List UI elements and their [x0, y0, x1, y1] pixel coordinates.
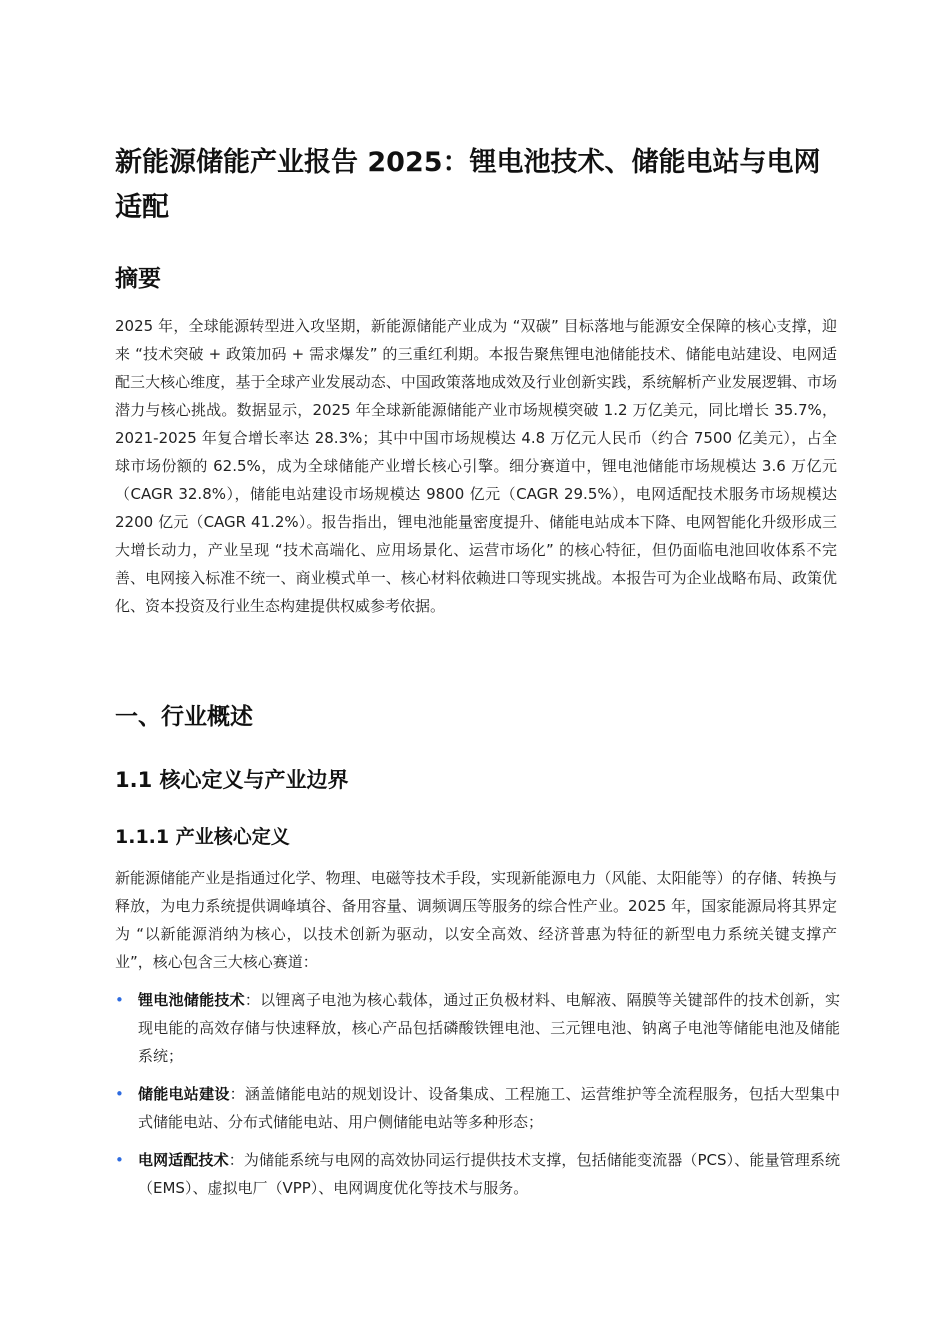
abstract-body: 2025 年，全球能源转型进入攻坚期，新能源储能产业成为 “双碳” 目标落地与能源安全保障的核心支撑，迎来 “技术突破 + 政策加码 + 需求爆发” 的三重红利期。本报告聚焦锂电池储能技术、储能电站建设、电网适配三大核心维度，基于全球产业发展动态、中国政策落地成效及行业创新实践，系统解析产业发展逻辑、市场潜力与核心挑战。数据显示，2025 年全球新能源储能产业市场规模突破 1.2 万亿美元，同比增长 35.7%，2021-2025 年复合增长率达 28.3%；其中中国市场规模达 4.8 万亿元人民币（约合 7500 亿美元），占全球市场份额的 62.5%，成为全球储能产业增长核心引擎。细分赛道中，锂电池储能市场规模达 3.6 万亿元（CAGR 32.8%），储能电站建设市场规模达 9800 亿元（CAGR 29.5%），电网适配技术服务市场规模达 2200 亿元（CAGR 41.2%）。报告指出，锂电池能量密度提升、储能电站成本下降、电网智能化升级形成三大增长动力，产业呈现 “技术高端化、应用场景化、运营市场化” 的核心特征，但仍面临电池回收体系不完善、电网接入标准不统一、商业模式单一、核心材料依赖进口等现实挑战。本报告可为企业战略布局、政策优化、资本投资及行业生态构建提供权威参考依据。 — [115, 317, 837, 615]
abstract-heading: 摘要 — [115, 266, 161, 292]
subsection-heading-definition: 1.1 核心定义与产业边界 — [115, 768, 349, 792]
section-heading-overview: 一、行业概述 — [115, 704, 253, 730]
report-title: 新能源储能产业报告 2025：锂电池技术、储能电站与电网适配 — [115, 147, 821, 223]
list-item — [115, 986, 840, 1070]
list-item-desc: ：为储能系统与电网的高效协同运行提供技术支撑，包括储能变流器（PCS）、能量管理系统（EMS）、虚拟电厂（VPP）、电网调度优化等技术与服务。 — [138, 1151, 840, 1197]
subsubsection-heading-core-definition: 1.1.1 产业核心定义 — [115, 826, 290, 848]
list-item-desc: ：以锂离子电池为核心载体，通过正负极材料、电解液、隔膜等关键部件的技术创新，实现电能的高效存储与快速释放，核心产品包括磷酸铁锂电池、三元锂电池、钠离子电池等储能电池及储能系统； — [138, 991, 840, 1065]
list-item-term: 锂电池储能技术 — [138, 991, 245, 1009]
list-item — [115, 1080, 840, 1136]
list-item-desc: ：涵盖储能电站的规划设计、设备集成、工程施工、运营维护等全流程服务，包括大型集中式储能电站、分布式储能电站、用户侧储能电站等多种形态； — [138, 1085, 840, 1131]
list-item-term: 储能电站建设 — [138, 1085, 230, 1103]
list-item-term: 电网适配技术 — [138, 1151, 229, 1169]
bullet-icon: • — [115, 991, 124, 1009]
core-tracks-list — [115, 986, 840, 1212]
bullet-icon: • — [115, 1085, 124, 1103]
definition-paragraph: 新能源储能产业是指通过化学、物理、电磁等技术手段，实现新能源电力（风能、太阳能等）的存储、转换与释放，为电力系统提供调峰填谷、备用容量、调频调压等服务的综合性产业。2025 年，国家能源局将其界定为 “以新能源消纳为核心，以技术创新为驱动，以安全高效、经济普惠为特征的新型电力系统关键支撑产业”，核心包含三大核心赛道： — [115, 869, 837, 971]
list-item — [115, 1146, 840, 1202]
bullet-icon: • — [115, 1151, 124, 1169]
